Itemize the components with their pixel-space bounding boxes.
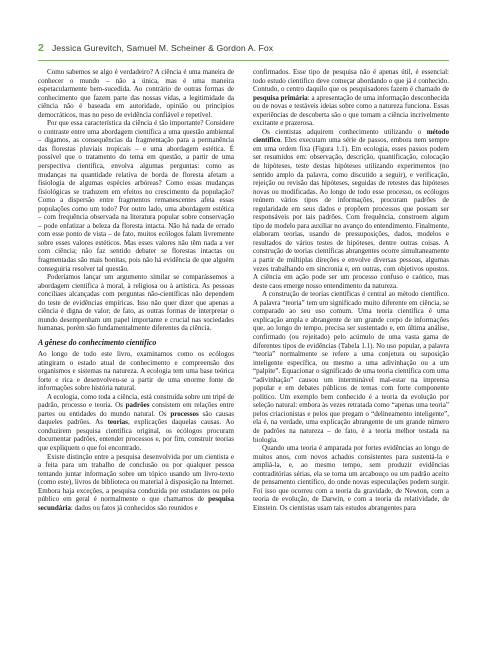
running-header-authors: Jessica Gurevitch, Samuel M. Scheiner & Gordon A. Fox xyxy=(52,43,274,53)
left-column xyxy=(38,68,234,512)
paragraph: Ao longo de todo este livro, examinamos como os ecólogos atingiram o estado atual de conhecimento e compreensão dos organismos e sistemas na natureza. A ecologia tem uma base teórica forte e rica e desenvolveu-se a partir de uma enorme fonte de informações sobre história natural. xyxy=(38,349,234,393)
paragraph: Quando uma teoria é amparada por fortes evidências ao longo de muitos anos, com novos achados consistentes para sustentá-la e ampliá-la, e, ao mesmo tempo, sem produzir evidências contraditórias sérias, ela se torna um arcabouço ou um padrão aceito de pensamento científico, do onde novas especulações podem surgir. Foi isso que ocorreu com a teoria da gravidade, de Newton, com a teoria de evolução, de Darwin, e com a teoria da relatividade, de Einstein. Os cientistas usam tais estudos abrangentes para xyxy=(253,444,449,512)
key-term: método científico xyxy=(253,127,449,145)
paragraph xyxy=(253,68,449,128)
running-header xyxy=(38,42,449,58)
text-span: Existe distinção entre a pesquisa desenvolvida por um cientista e a feita para um trabalho de conclusão ou por qualquer pessoa tentando juntar informação sobre um tópico usando um livro-texto (como este), livros de biblioteca ou material à disposição na Internet. Embora haja exceções, a pesquisa conduzida por estudantes ou pelo público em geral é normalmente o que chamamos de xyxy=(38,452,234,504)
text-span: são causas daqueles padrões. As xyxy=(38,409,234,427)
key-term: processos xyxy=(170,409,199,418)
key-term: padrões xyxy=(125,401,150,410)
paragraph xyxy=(38,393,234,453)
paragraph xyxy=(38,453,234,513)
text-span: . Eles executam uma série de passos, embora nem sempre em uma ordem fixa (Figura 1.1). Em ecologia, esses passos podem ser resumidos em: observação, descrição, quantificação, colocação de hipóteses, teste destas hipóteses utilizando experimentos (no sentido amplo da palavra, como discutido a seguir), e verificação, rejeição ou revisão das hipóteses, seguidas de retestes das hipóteses novas ou modificadas. Ao longo de todo esse processo, os ecólogos reúnem vários tipos de informações, procuram padrões de regularidade em seus dados e propõem processos que possam ser responsáveis por tais padrões. Com frequência, constroem algum tipo de modelo para auxiliar no avanço do entendimento. Finalmente, elaboram teorias, usando de pressuposições, dados, modelos e resultados de vários testes de hipóteses, dentre outras coisas. A construção de teorias científicas abrangentes ocorre simultaneamente a partir de múltiplas direções e envolve diversas pessoas, algumas vezes trabalhando em sincronia e, em outras, com objetivos opostos. A ciência em ação pode ser um processo confuso e caótico, mas deste caos emerge nosso entendimento da natureza. xyxy=(253,136,449,290)
paragraph: Como sabemos se algo é verdadeiro? A ciência é uma maneira de conhecer o mundo – não a única, mas é uma maneira espetacularmente bem-sucedida. Ao contrário de outras formas de conhecimento que fazem parte das nossas vidas, a legitimidade da ciência não é baseada em autoridade, opinião ou princípios democráticos, mas no peso de evidência confiável e repetível. xyxy=(38,68,234,119)
text-span: : dados ou fatos já conhecidos são reunidos e xyxy=(70,503,198,512)
page-number: 2 xyxy=(38,42,44,54)
key-term: teorias xyxy=(107,418,128,427)
text-span: , explicações daquelas causas. Ao conduzirem pesquisa científica original, os ecólogos procuram documentar padrões, entender processos e, por fim, construir teorias que expliquem o que foi encontrado. xyxy=(38,418,234,452)
paragraph: Por que essa característica da ciência é tão importante? Considere o contraste entre uma abordagem científica a uma questão ambiental – digamos, as consequências da fragmentação para a permanência das florestas pluviais tropicais – e uma abordagem estética. É possível que o tratamento do tema em questão, a partir de uma perspectiva científica, envolva algumas perguntas: como as mudanças na quantidade relativa de borda de floresta afetam a fisiologia de algumas espécies arbóreas? Como essas mudanças fisiológicas se traduzem em efeitos no crescimento da população? Como a dispersão entre fragmentos remanescentes afeta essas populações como um todo? Por outro lado, uma abordagem estética – com frequência observada na literatura popular sobre conservação – pode enfatizar a beleza da floresta intacta. Não há nada de errado com esse ponto de vista – de fato, muitos ecólogos falam livremente sobre esses valores estéticos. Mas esses valores não têm nada a ver com ciência; não faz sentido debater se florestas intactas ou fragmentadas são mais bonitas, pois não há evidência de que alguém conseguiria resolver tal questão. xyxy=(38,119,234,273)
text-span: consistem em relações entre partes ou entidades do mundo natural. Os xyxy=(38,401,234,418)
key-term: pesquisa secundária xyxy=(38,495,234,512)
paragraph: A construção de teorias científicas é central ao método científico. A palavra “teoria” tem um significado muito diferente em ciência, se comparado ao seu uso comum. Uma teoria científica é uma explicação ampla e abrangente de um grande corpo de informações que, ao longo do tempo, precisa ser sustentado e, em última análise, confirmado (ou rejeitado) pelo acúmulo de uma vasta gama de diferentes tipos de evidências (Tabela 1.1). No uso popular, a palavra “teoria” normalmente se refere a uma conjetura ou suposição inteligente específica, ou mesmo a uma adivinhação ou a um “palpite”. Equacionar o significado de uma teoria científica com uma “adivinhação” causou um interminável mal-estar na imprensa popular e em debates públicos de temas com forte componente político. Um exemplo bem conhecido é a teoria da evolução por seleção natural: embora às vezes retratada como “apenas uma teoria” pelos criacionistas e pelos que pregam o “delineamento inteligente”, ela é, na verdade, uma explicação abrangente de um grande número de padrões na natureza – de fato, é a teoria melhor testada na biologia. xyxy=(253,290,449,444)
text-span: Os cientistas adquirem conhecimento utilizando o xyxy=(262,127,427,136)
text-span: A ecologia, como toda a ciência, está construída sobre um tripé de padrão, processo e teoria. Os xyxy=(38,392,234,410)
header-rule xyxy=(38,60,449,61)
right-column xyxy=(253,68,449,512)
paragraph: Poderíamos lançar um argumento similar se comparássemos a abordagem científica à moral, à religiosa ou à artística. As pessoas conciliaes alcançadas com perguntas não-científicas não dependem do teste de evidências empíricas. Isso não quer dizer que apenas a ciência é digna de valor; de fato, as outras formas de interpretar o mundo desempenham um papel importante e crucial nas sociedades humanas, porém são fundamentalmente diferentes da ciência. xyxy=(38,273,234,333)
text-span: confirmados. Esse tipo de pesquisa não é apenas útil, é essencial: todo estudo científico deve começar abordando o que já é conhecido. Contudo, o centro daquilo que os pesquisadores fazem é chamado de xyxy=(253,68,449,94)
section-heading: A gênese do conhecimento científico xyxy=(38,337,157,347)
paragraph xyxy=(253,128,449,290)
key-term: pesquisa primária xyxy=(253,93,308,102)
text-span: : a apresentação de uma informação desconhecida ou de novas e testáveis ideias sobre como a natureza funciona. Essas experiências de descoberta são o que tornam a ciência incrivelmente excitante e prazerosa. xyxy=(253,93,449,128)
